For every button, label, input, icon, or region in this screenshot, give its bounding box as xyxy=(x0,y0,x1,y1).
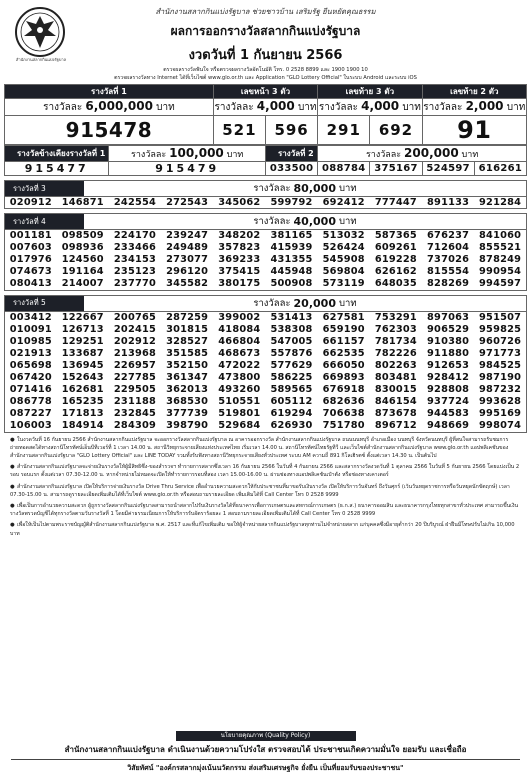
fifth-prize-number: 328527 xyxy=(166,335,209,347)
fifth-prize-number: 803481 xyxy=(374,372,417,384)
fourth-prize-number: 648035 xyxy=(374,278,417,290)
fifth-prize-number: 910380 xyxy=(427,335,470,347)
table-row xyxy=(5,384,527,396)
fourth-prize-number: 626162 xyxy=(374,266,417,278)
fifth-prize-number: 928808 xyxy=(427,384,470,396)
fifth-prize-number: 662535 xyxy=(322,347,365,359)
fourth-prize-number: 990954 xyxy=(479,266,522,278)
fifth-prize-number: 538308 xyxy=(270,323,313,335)
note-item: ● เพื่อเป็นการอำนวยความสะดวก ผู้ถูกรางวัลสลากกินแบ่งรัฐบาลสามารถนำสลากไปรับเงินรางวัลได้ที่ธนาคารเพื่อการเกษตรและสหกรณ์การเกษตร (ธ.ก.ส.) ธนาคารออมสิน และธนาคารกรุงไทยทุกสาขาทั่วประเทศ สามารถขึ้นเงินรางวัลพรวดบัญชีได้ทุกรางวัลตามวันรางวัลที่ 1 โดยมีค่าธรรมเนียมการให้บริการรับอัตราร้อยละ 1 สอบถามรายละเอียดเพิ่มเติมได้ที่ Call Center โทร 0 2528 9999 xyxy=(10,502,519,518)
note-item: ● ในงวดวันที่ 16 กันยายน 2566 สำนักงานสลากกินแบ่งรัฐบาล จะออกรางวัลสลากกินแบ่งรัฐบาล ณ อาคารออกรางวัล สำนักงานสลากกินแบ่งรัฐบาล ถนนนนทบุรี อำเภอเมือง นนทบุรี จังหวัดนนทบุรี ผู้ที่สนใจสามารถรับชมการถ่ายทอดสดได้ทางสถานีโทรทัศน์เอ็นบีทีเวอร์ที่ 1 เวลา 14.00 น. สถานีวิทยุกระจายเสียงแห่งประเทศไทย เริ่มเวลา 14.00 น. สถานีโทรทัศน์ไทยรัฐทีวี และเว็บไซต์สำนักงานสลากกินแบ่งรัฐบาล www.glo.or.th แอปพลิเคชันของสำนักงานสลากกินแบ่งรัฐบาล "GLO Lottery Official" และ LINE TODAY รวมทั้งรับฟังทางสถานีวิทยุกระจายเสียงทั่วประเทศ ระบบ AM ความถี่ 891 กิโลเฮิรตซ์ ตั้งแต่เวลา 14.30 น. เป็นต้นไป xyxy=(10,436,509,459)
fifth-prize-number: 086778 xyxy=(9,396,52,408)
fifth-prize-number: 531413 xyxy=(270,311,313,323)
fifth-prize-number: 619294 xyxy=(270,408,313,420)
fourth-prize-number: 994597 xyxy=(479,278,522,290)
table-row xyxy=(5,230,527,242)
fifth-prize-number: 928412 xyxy=(427,372,470,384)
header xyxy=(4,0,527,66)
fifth-prize-number: 398790 xyxy=(166,420,209,432)
fifth-prize-number: 987232 xyxy=(479,384,522,396)
fourth-prize-number: 234153 xyxy=(113,254,157,266)
fourth-prize-number: 513032 xyxy=(322,230,365,242)
fifth-prize-number: 682636 xyxy=(322,396,365,408)
table-row xyxy=(5,323,527,335)
near-second-table xyxy=(4,145,527,176)
fifth-prize-number: 669893 xyxy=(322,372,365,384)
fifth-prize-number: 944583 xyxy=(427,408,470,420)
near-prize-number-2: 915479 xyxy=(109,162,266,176)
fourth-prize-number: 878249 xyxy=(479,254,522,266)
table-row xyxy=(5,278,527,290)
fifth-prize-header xyxy=(4,295,527,311)
logo-caption: สำนักงานสลากกินแบ่งรัฐบาล xyxy=(15,57,67,62)
fifth-prize-number: 519801 xyxy=(218,408,261,420)
table-row xyxy=(5,396,527,408)
fifth-prize-number: 227785 xyxy=(113,372,157,384)
fifth-prize-number: 165235 xyxy=(61,396,104,408)
fourth-prize-number: 098509 xyxy=(61,230,104,242)
fourth-prize-number: 380175 xyxy=(218,278,261,290)
fifth-prize-number: 753291 xyxy=(374,311,417,323)
fourth-prize-number: 224170 xyxy=(113,230,157,242)
fourth-prize-number: 098936 xyxy=(61,242,104,254)
garuda-emblem-icon xyxy=(14,6,66,58)
fourth-prize-number: 348202 xyxy=(218,230,261,242)
fourth-prize-number: 239247 xyxy=(166,230,209,242)
fourth-prize-number: 017976 xyxy=(9,254,52,266)
fourth-prize-number: 445948 xyxy=(270,266,313,278)
table-row xyxy=(5,420,527,432)
fifth-prize-number: 473800 xyxy=(218,372,261,384)
third-prize-number: 345062 xyxy=(218,197,261,209)
fifth-prize-number: 984525 xyxy=(479,359,522,371)
fifth-prize-number: 676918 xyxy=(322,384,365,396)
fifth-prize-number: 129251 xyxy=(61,335,104,347)
fifth-prize-number: 586225 xyxy=(270,372,313,384)
near-prize-amount: รางวัลละ 100,000 บาท xyxy=(109,146,266,162)
table-row xyxy=(5,242,527,254)
fifth-prize-number: 126713 xyxy=(61,323,104,335)
third-prize-number: 242554 xyxy=(113,197,157,209)
vision-text: วิสัยทัศน์ "องค์กรสลากมุ่งเน้นนวัตกรรม ส่งเสริมเศรษฐกิจ ยั่งยืน เป็นที่ยอมรับของประชาชน" xyxy=(127,764,404,772)
fourth-prize-number: 619228 xyxy=(374,254,417,266)
third-prize-number: 146871 xyxy=(61,197,104,209)
top-prize-table xyxy=(4,84,527,145)
fourth-prize-label: รางวัลที่ 4 xyxy=(5,214,84,229)
fifth-prize-number: 200765 xyxy=(113,311,157,323)
table-row xyxy=(5,266,527,278)
fourth-prize-number: 214007 xyxy=(61,278,104,290)
second-prize-number: 616261 xyxy=(474,162,526,176)
fifth-prize-number: 067420 xyxy=(9,372,52,384)
fifth-prize-number: 912653 xyxy=(427,359,470,371)
fifth-prize-number: 087227 xyxy=(9,408,52,420)
back3-number-2: 692 xyxy=(370,116,422,145)
note-item: ● สำนักงานสลากกินแบ่งรัฐบาลจะจ่ายเงินรางวัลให้ผู้มีสิทธิซึ่ง-ของสำรวจฯ ทำรายการสลากซึ่งเวลา 16 กันยายน 2566 ในวันที่ 4 กันยายน 2566 และสลากรางวัลงวดวันที่ 1 ตุลาคม 2566 ในวันที่ 5 กันยายน 2566 โดยแบ่งเป็น 2 รอบ รอบแรก ตั้งแต่เวลา 07.30-12.00 น. หากจำหน่ายไม่หมดจะเปิดให้ทำรายการรอบที่สอง เวลา 15.00-16.00 น. ผ่านช่องทางแอปพลิเคชันเป๋าตัง หรือช่องทางเคาเตอร์ xyxy=(10,464,520,479)
fifth-prize-number: 352150 xyxy=(166,359,209,371)
fifth-prize-number: 003412 xyxy=(9,311,52,323)
fourth-prize-number: 815554 xyxy=(427,266,470,278)
first-prize-number: 915478 xyxy=(5,116,214,145)
fifth-prize-number: 577629 xyxy=(270,359,313,371)
fifth-prize-number: 021913 xyxy=(9,347,52,359)
third-prize-number: 891133 xyxy=(427,197,470,209)
fifth-prize-number: 229505 xyxy=(113,384,157,396)
fifth-prize-number: 122667 xyxy=(61,311,104,323)
fifth-prize-number: 106003 xyxy=(9,420,52,432)
footer xyxy=(0,731,531,779)
fourth-prize-number: 545908 xyxy=(322,254,365,266)
fifth-prize-number: 071416 xyxy=(9,384,52,396)
fourth-prize-number: 296120 xyxy=(166,266,209,278)
second-prize-amount: รางวัลละ 200,000 บาท xyxy=(318,146,527,162)
quality-policy-text: สำนักงานสลากกินแบ่งรัฐบาล ดำเนินงานด้วยความโปร่งใส ตรวจสอบได้ ประชาชนเกิดความมั่นใจ ยอมรับ และเชื่อถือ xyxy=(64,745,467,754)
fifth-prize-number: 971773 xyxy=(479,347,522,359)
check-info xyxy=(4,66,527,82)
third-prize-number: 692412 xyxy=(322,197,365,209)
fifth-prize-number: 951507 xyxy=(479,311,522,323)
fifth-prize-number: 184914 xyxy=(61,420,104,432)
third-prize-number: 777447 xyxy=(374,197,417,209)
fifth-prize-number: 368530 xyxy=(166,396,209,408)
fifth-prize-number: 133687 xyxy=(61,347,104,359)
fifth-prize-number: 377739 xyxy=(166,408,209,420)
fifth-prize-number: 959825 xyxy=(479,323,522,335)
fifth-prize-number: 466804 xyxy=(218,335,261,347)
fifth-prize-number: 493260 xyxy=(218,384,261,396)
table-row xyxy=(5,254,527,266)
fourth-prize-number: 569804 xyxy=(322,266,365,278)
fifth-prize-number: 202912 xyxy=(113,335,157,347)
third-prize-number: 272543 xyxy=(166,197,209,209)
second-prize-number: 524597 xyxy=(422,162,474,176)
fourth-prize-number: 124560 xyxy=(61,254,104,266)
fifth-prize-number: 995169 xyxy=(479,408,522,420)
fifth-prize-number: 846154 xyxy=(374,396,417,408)
front3-amount: รางวัลละ 4,000 บาท xyxy=(213,99,317,116)
back2-number: 91 xyxy=(422,116,526,145)
fifth-prize-number: 937724 xyxy=(427,396,470,408)
fifth-prize-number: 802263 xyxy=(374,359,417,371)
note-item: ● เพื่อให้เป็นไปตามพระราชบัญญัติสำนักงานสลากกินแบ่งรัฐบาล พ.ศ. 2517 และที่แก้ไขเพิ่มเติม ขอให้ผู้จำหน่ายสลากกินแบ่งรัฐบาลทุกท่านไม่จำหน่ายสลาก แก่บุคคลซึ่งมีอายุต่ำกว่า 20 ปีบริบูรณ์ ฝ่าฝืนมีโทษปรับไม่เกิน 10,000 บาท xyxy=(10,522,515,537)
fifth-prize-number: 706638 xyxy=(322,408,365,420)
table-row xyxy=(5,311,527,323)
fifth-prize-number: 010985 xyxy=(9,335,52,347)
fifth-prize-amount: รางวัลละ 20,000 บาท xyxy=(253,296,357,310)
fifth-prize-number: 661157 xyxy=(322,335,365,347)
fourth-prize-number: 235123 xyxy=(113,266,157,278)
fifth-prize-number: 666050 xyxy=(322,359,365,371)
fourth-prize-number: 191164 xyxy=(61,266,104,278)
fourth-prize-number: 500908 xyxy=(270,278,313,290)
third-prize-number: 020912 xyxy=(9,197,52,209)
fifth-prize-number: 547005 xyxy=(270,335,313,347)
fifth-prize-number: 301815 xyxy=(166,323,209,335)
second-prize-label: รางวัลที่ 2 xyxy=(266,146,318,162)
table-row xyxy=(5,347,527,359)
fifth-prize-number: 781734 xyxy=(374,335,417,347)
fourth-prize-number: 345582 xyxy=(166,278,209,290)
back2-label: เลขท้าย 2 ตัว xyxy=(422,85,526,99)
fifth-prize-number: 136945 xyxy=(61,359,104,371)
third-prize-number: 599792 xyxy=(270,197,313,209)
near-prize-label: รางวัลข้างเคียงรางวัลที่ 1 xyxy=(5,146,109,162)
fourth-prize-number: 357823 xyxy=(218,242,261,254)
third-prize-grid xyxy=(4,196,527,209)
fourth-prize-number: 381165 xyxy=(270,230,313,242)
fifth-prize-number: 627581 xyxy=(322,311,365,323)
fifth-prize-number: 010091 xyxy=(9,323,52,335)
fifth-prize-number: 782226 xyxy=(374,347,417,359)
fourth-prize-header xyxy=(4,213,527,229)
fourth-prize-number: 007603 xyxy=(9,242,52,254)
second-prize-number: 088784 xyxy=(318,162,370,176)
second-prize-number: 033500 xyxy=(266,162,318,176)
note-item: ● สำนักงานสลากกินแบ่งรัฐบาล เปิดให้บริการจ่ายเงินรางวัล Drive Thru Service เพื่ออำนวยความสะดวกให้กับประชาชนที่มาขอรับเงินรางวัล เปิดให้บริการวันจันทร์ ถึงวันศุกร์ (เว้นวันหยุดราชการหรือวันหยุดนักขัตฤกษ์) เวลา 07.30-15.00 น. สามารถดูรายละเอียดเพิ่มเติมได้ที่เว็บไซต์ www.glo.or.th หรือสอบถามรายละเอียด เพิ่มเติมได้ที่ Call Center โทร 0 2528 9999 xyxy=(10,483,510,498)
fifth-prize-number: 202415 xyxy=(113,323,157,335)
fourth-prize-number: 273077 xyxy=(166,254,209,266)
fifth-prize-number: 948669 xyxy=(427,420,470,432)
draw-date: งวดวันที่ 1 กันยายน 2566 xyxy=(188,48,343,63)
table-row xyxy=(5,372,527,384)
fourth-prize-number: 415939 xyxy=(270,242,313,254)
fifth-prize-grid xyxy=(4,311,527,433)
page-title: ผลการออกรางวัลสลากกินแบ่งรัฐบาล xyxy=(170,24,361,38)
check-info-phone: ตรวจผลรางวัลฟันใจ หรือตรวจผลรางวัลอัตโนมัติ โทร. 0 2528 8899 และ 1900 1900 10 xyxy=(163,67,368,73)
fifth-prize-number: 231188 xyxy=(113,396,157,408)
fifth-prize-number: 751780 xyxy=(322,420,365,432)
second-prize-number: 375167 xyxy=(370,162,422,176)
fifth-prize-number: 830015 xyxy=(374,384,417,396)
third-prize-number: 921284 xyxy=(479,197,522,209)
third-prize-header xyxy=(4,180,527,196)
fourth-prize-number: 375415 xyxy=(218,266,261,278)
notes xyxy=(4,433,527,538)
first-prize-label: รางวัลที่ 1 xyxy=(5,85,214,99)
first-prize-amount: รางวัลละ 6,000,000 บาท xyxy=(5,99,214,116)
fifth-prize-number: 213968 xyxy=(113,347,157,359)
table-row xyxy=(5,408,527,420)
fourth-prize-number: 737026 xyxy=(427,254,470,266)
fifth-prize-number: 399002 xyxy=(218,311,261,323)
fifth-prize-number: 906529 xyxy=(427,323,470,335)
fifth-prize-number: 993628 xyxy=(479,396,522,408)
fourth-prize-number: 233466 xyxy=(113,242,157,254)
fifth-prize-number: 351585 xyxy=(166,347,209,359)
fifth-prize-number: 589565 xyxy=(270,384,313,396)
fourth-prize-number: 841060 xyxy=(479,230,522,242)
fourth-prize-number: 237770 xyxy=(113,278,157,290)
fourth-prize-number: 587365 xyxy=(374,230,417,242)
fourth-prize-number: 573119 xyxy=(322,278,365,290)
front3-label: เลขหน้า 3 ตัว xyxy=(213,85,317,99)
fifth-prize-number: 529684 xyxy=(218,420,261,432)
fifth-prize-number: 361347 xyxy=(166,372,209,384)
fifth-prize-number: 605112 xyxy=(270,396,313,408)
fifth-prize-label: รางวัลที่ 5 xyxy=(5,296,84,311)
fourth-prize-number: 431355 xyxy=(270,254,313,266)
fifth-prize-number: 468673 xyxy=(218,347,261,359)
fourth-prize-number: 828269 xyxy=(427,278,470,290)
fifth-prize-number: 626930 xyxy=(270,420,313,432)
fourth-prize-number: 001181 xyxy=(9,230,52,242)
fourth-prize-amount: รางวัลละ 40,000 บาท xyxy=(253,215,357,229)
third-prize-label: รางวัลที่ 3 xyxy=(5,181,84,196)
divider xyxy=(11,759,521,760)
fifth-prize-number: 557876 xyxy=(270,347,313,359)
fifth-prize-number: 232845 xyxy=(113,408,157,420)
fourth-prize-number: 526424 xyxy=(322,242,365,254)
fifth-prize-number: 960726 xyxy=(479,335,522,347)
fifth-prize-number: 987190 xyxy=(479,372,522,384)
back3-label: เลขท้าย 3 ตัว xyxy=(318,85,422,99)
back2-amount: รางวัลละ 2,000 บาท xyxy=(422,99,526,116)
fifth-prize-number: 897063 xyxy=(427,311,470,323)
back3-number-1: 291 xyxy=(318,116,370,145)
fifth-prize-number: 873678 xyxy=(374,408,417,420)
fourth-prize-grid xyxy=(4,229,527,290)
fourth-prize-number: 249489 xyxy=(166,242,209,254)
fifth-prize-number: 362013 xyxy=(166,384,209,396)
table-row xyxy=(5,359,527,371)
front3-number-2: 596 xyxy=(266,116,318,145)
table-row xyxy=(5,197,527,209)
fourth-prize-number: 855521 xyxy=(479,242,522,254)
back3-amount: รางวัลละ 4,000 บาท xyxy=(318,99,422,116)
fourth-prize-number: 074673 xyxy=(9,266,52,278)
check-info-web: ตรวจผลรางวัลทาง Internet ได้ที่เว็บไซต์ www.glo.or.th และ Application "GLO Lottery Official" ในระบบ Android และระบบ iOS xyxy=(114,75,417,81)
fifth-prize-number: 896712 xyxy=(374,420,417,432)
fourth-prize-number: 712604 xyxy=(427,242,470,254)
fifth-prize-number: 510551 xyxy=(218,396,261,408)
fourth-prize-number: 609261 xyxy=(374,242,417,254)
fifth-prize-number: 472022 xyxy=(218,359,261,371)
fourth-prize-number: 080413 xyxy=(9,278,52,290)
slogan: สำนักงานสลากกินแบ่งรัฐบาล ช่วยชาวบ้าน เสริมรัฐ ยืนหยัดคุณธรรม xyxy=(155,7,376,16)
fifth-prize-number: 171813 xyxy=(61,408,104,420)
fifth-prize-number: 226957 xyxy=(113,359,157,371)
table-row xyxy=(5,335,527,347)
fifth-prize-number: 911880 xyxy=(427,347,470,359)
near-prize-number-1: 915477 xyxy=(5,162,109,176)
fifth-prize-number: 287259 xyxy=(166,311,209,323)
fifth-prize-number: 065698 xyxy=(9,359,52,371)
fifth-prize-number: 998074 xyxy=(479,420,522,432)
third-prize-amount: รางวัลละ 80,000 บาท xyxy=(253,182,357,195)
fourth-prize-number: 369233 xyxy=(218,254,261,266)
fifth-prize-number: 152643 xyxy=(61,372,104,384)
fifth-prize-number: 418084 xyxy=(218,323,261,335)
fifth-prize-number: 162681 xyxy=(61,384,104,396)
quality-policy-label: นโยบายคุณภาพ (Quality Policy) xyxy=(176,731,356,741)
fourth-prize-number: 676237 xyxy=(427,230,470,242)
fifth-prize-number: 762303 xyxy=(374,323,417,335)
front3-number-1: 521 xyxy=(213,116,265,145)
fifth-prize-number: 284309 xyxy=(113,420,157,432)
fifth-prize-number: 659190 xyxy=(322,323,365,335)
